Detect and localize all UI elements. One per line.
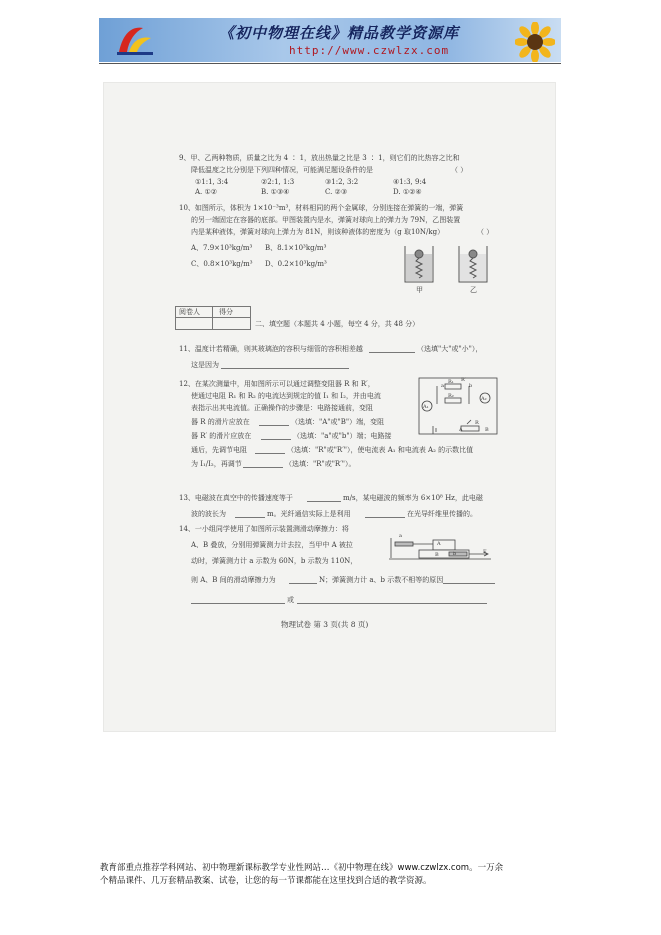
q12-blank-2[interactable]	[261, 439, 291, 440]
q14-line2: A、B 叠放，分别用弹簧测力计去拉，当甲中 A 被拉	[191, 541, 353, 549]
q11-blank-1[interactable]	[369, 352, 415, 353]
q11-blank-2[interactable]	[221, 368, 349, 369]
q10-line2: 的另一端固定在容器的底部。甲图装置内是水，弹簧对球向上的弹力为 79N，乙图装置	[191, 216, 461, 224]
q14-mid4: N；弹簧测力计 a、b 示数不相等的原因	[319, 576, 444, 584]
q12-line4: 器 R 的滑片应放在	[191, 418, 250, 426]
q14-friction-figure	[389, 534, 493, 568]
q13-tail2: 在光导纤维里传播的。	[407, 510, 477, 518]
q14-fig-label-a: a	[399, 533, 402, 539]
banner-url[interactable]: http://www.czwlzx.com	[289, 44, 450, 57]
q12-line6: 通后，先调节电阻	[191, 446, 247, 454]
q13-unit1: m/s，某电磁波的频率为 6×10⁸ Hz，此电磁	[343, 494, 483, 502]
q14-blank-1[interactable]	[289, 583, 317, 584]
q13-line2: 波的波长为	[191, 510, 226, 518]
header-banner	[99, 18, 561, 62]
q14-fig-label-A: A	[437, 541, 441, 547]
q10-opt-b: B、8.1×10³kg/m³	[265, 244, 327, 252]
q9-choice-b: B. ①③④	[261, 188, 290, 196]
circuit-label-a2: A₂	[481, 396, 487, 402]
circuit-label-r: R	[475, 420, 479, 426]
q9-opt-1: ①1:1, 3:4	[195, 178, 229, 186]
score-table-reviewer: 阅卷人	[179, 308, 200, 316]
q13-blank-2[interactable]	[235, 517, 265, 518]
q9-line2: 降低温度之比分别是下列四种情况，可能满足题设条件的是	[191, 166, 373, 174]
q12-line1: 12、在某次测量中，用如图所示可以通过调整变阻器 R 和 R′，	[179, 380, 375, 388]
q12-line7: 为 I₁/I₂，再调节	[191, 460, 242, 468]
q11-hint: （选填"大"或"小"），	[417, 345, 483, 353]
score-table-score: 得分	[219, 308, 233, 316]
q14-line4: 则 A、B 间的滑动摩擦力为	[191, 576, 276, 584]
q12-blank-1[interactable]	[259, 425, 289, 426]
q10-line3: 内是某种液体，弹簧对球向上弹力为 81N，则该种液体的密度为（g 取10N/kg）	[191, 228, 445, 236]
q12-line5: 器 R′ 的滑片应放在	[191, 432, 252, 440]
circuit-label-r2: R₂	[448, 393, 454, 399]
q11-line2: 这是因为	[191, 361, 219, 369]
q12-hint5: （选填："a"或"b"）端；电路接	[293, 432, 392, 440]
q14-fig-label-b: b	[453, 551, 457, 557]
q9-line1: 9、甲、乙两种物质，质量之比为 4 ∶ 1，放出热量之比是 3 ∶ 1，则它们的比热容之比和	[179, 154, 460, 162]
circuit-label-a1: A₁	[423, 404, 429, 410]
q9-opt-3: ③1:2, 3:2	[325, 178, 359, 186]
section-2-heading: 二、填空题（本题共 4 小题，每空 4 分，共 48 分）	[255, 320, 420, 328]
q12-blank-3[interactable]	[255, 453, 285, 454]
q10-fig-label-jia: 甲	[416, 286, 423, 294]
circuit-label-r-prime: R′	[461, 377, 466, 383]
q10-opt-d: D、0.2×10³kg/m³	[265, 260, 327, 268]
q14-blank-3[interactable]	[191, 603, 285, 604]
q13-blank-3[interactable]	[365, 517, 405, 518]
q14-line3: 动时，弹簧测力计 a 示数为 60N，b 示数为 110N，	[191, 557, 358, 565]
scanned-exam-page	[103, 82, 556, 732]
footer-line-1: 教育部重点推荐学科网站、初中物理新课标教学专业性网站…《初中物理在线》www.czwlzx.com。一万余	[100, 863, 504, 873]
q14-blank-2[interactable]	[443, 583, 495, 584]
q14-line1: 14、一小组同学使用了如图所示装置测滑动摩擦力：将	[179, 525, 349, 533]
score-table-divider	[212, 306, 213, 330]
exam-page-number: 物理试卷 第 3 页(共 8 页)	[281, 620, 369, 629]
q14-fig-label-F: F	[483, 549, 487, 555]
q13-blank-1[interactable]	[307, 501, 341, 502]
q14-blank-4[interactable]	[297, 603, 487, 604]
q13-line1: 13、电磁波在真空中的传播速度等于	[179, 494, 293, 502]
q10-line1: 10、如图所示，体积为 1×10⁻³m³，材料相同的两个金属球，分别连接在弹簧的一端，弹簧	[179, 204, 464, 212]
score-table-row-divider	[175, 317, 251, 318]
circuit-label-B: B	[485, 427, 489, 433]
q10-opt-c: C、0.8×10³kg/m³	[191, 260, 253, 268]
q12-hint6: （选填："R"或"R′"），使电流表 A₁ 和电流表 A₂ 的示数比值	[287, 446, 474, 454]
q9-opt-2: ②2:1, 1:3	[261, 178, 295, 186]
q9-choice-a: A. ①②	[195, 188, 218, 196]
q9-answer-paren: （ ）	[451, 166, 468, 174]
banner-title: 《初中物理在线》精品教学资源库	[219, 24, 460, 42]
q10-opt-a: A、7.9×10³kg/m³	[191, 244, 253, 252]
q12-line2: 使通过电阻 R₁ 和 R₂ 的电流达到规定的值 I₁ 和 I₂，并由电流	[191, 392, 381, 400]
q10-container-figure	[399, 242, 509, 292]
circuit-label-a: a	[441, 383, 444, 389]
q10-fig-label-yi: 乙	[470, 286, 477, 294]
q12-hint4: （选填："A"或"B"）端，变阻	[291, 418, 385, 426]
q9-choice-d: D. ①②④	[393, 188, 422, 196]
q12-blank-4[interactable]	[243, 467, 283, 468]
q14-fig-label-B: B	[435, 552, 439, 558]
q12-hint7: （选填："R"或"R′"）。	[285, 460, 356, 468]
q14-or: 或	[287, 596, 294, 604]
site-logo-icon	[113, 22, 157, 58]
q12-line3: 表指示出其电流值。正确操作的步骤是：电路接通前，变阻	[191, 404, 373, 412]
q9-choice-c: C. ②③	[325, 188, 348, 196]
q9-opt-4: ④1:3, 9:4	[393, 178, 427, 186]
q11-line1: 11、温度计若精确，则其玻璃泡的容积与细管的容积相差越	[179, 345, 363, 353]
header-divider	[99, 63, 561, 64]
q10-answer-paren: （ ）	[477, 228, 494, 236]
circuit-label-A: A	[459, 427, 463, 433]
circuit-label-b: b	[469, 383, 473, 389]
circuit-label-r1: R₁	[448, 379, 454, 385]
footer-line-2: 个精品课件、几万套精品教案、试卷，让您的每一节课都能在这里找到合适的教学资源。	[100, 876, 432, 886]
site-footer	[100, 862, 570, 888]
sunflower-icon	[515, 22, 555, 62]
q13-unit2: m。光纤通信实际上是利用	[267, 510, 351, 518]
